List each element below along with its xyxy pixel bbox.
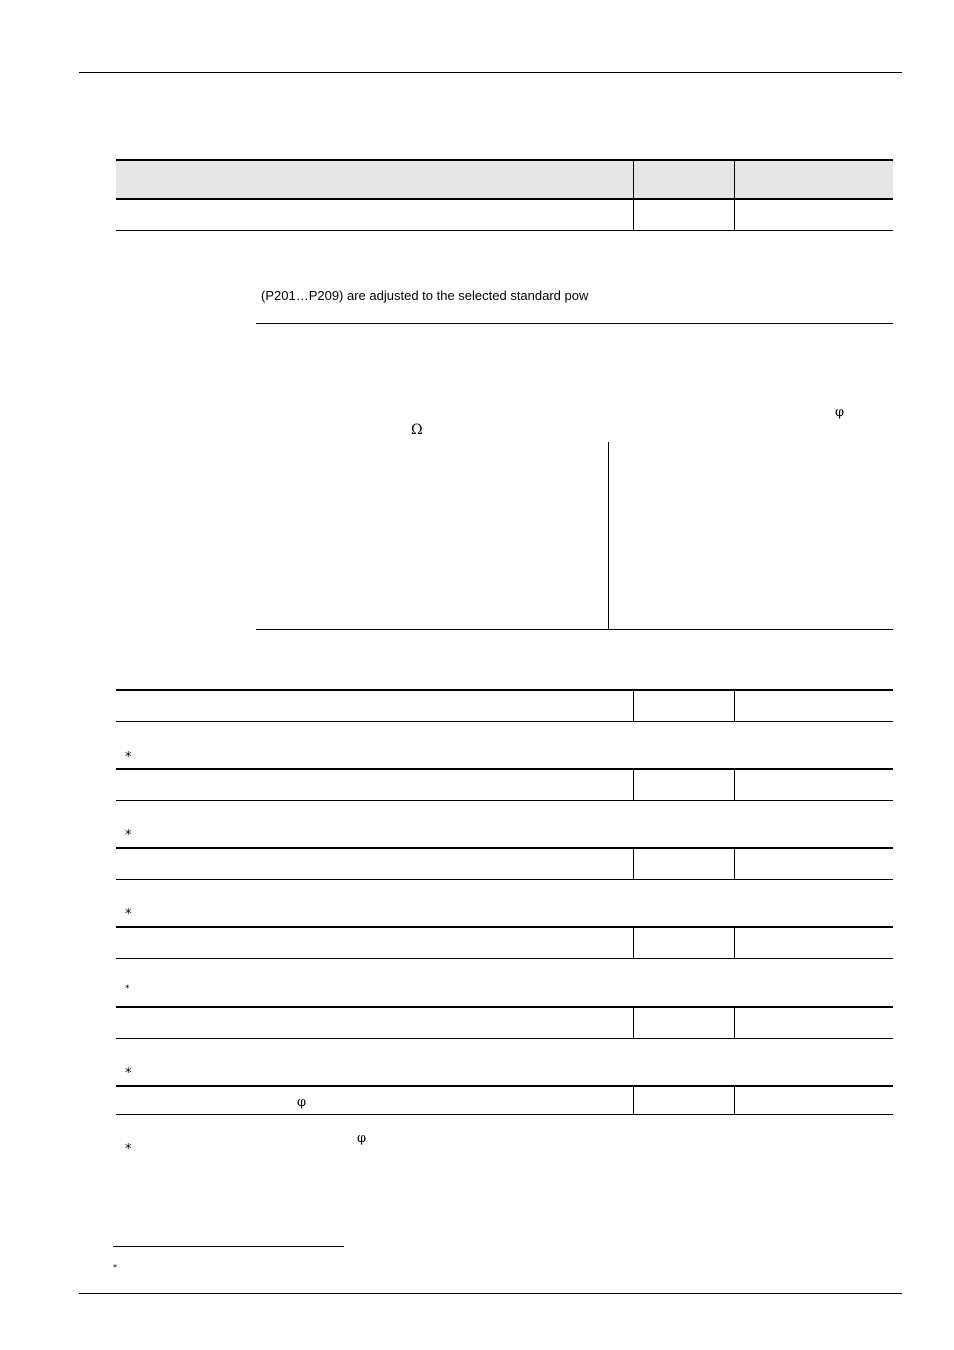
footer-rule [79,1293,902,1294]
box-divider [608,442,609,630]
omega-symbol: Ω [411,422,423,438]
footnote-marker: * [113,1263,117,1272]
header-rule [79,72,902,73]
phi-symbol-note: φ [357,1131,367,1146]
footnote-rule [113,1246,344,1247]
asterisk-marker-4: * [125,984,130,994]
box-bottom-rule [256,629,893,630]
asterisk-marker-3: * [125,907,132,922]
phi-symbol-row-6: φ [297,1095,307,1110]
note-rule [256,323,893,324]
asterisk-marker-6: * [125,1142,132,1157]
asterisk-marker-2: * [125,828,132,843]
asterisk-marker-5: * [125,1066,132,1081]
note-text: (P201…P209) are adjusted to the selected standard pow [261,288,589,303]
phi-symbol: φ [835,405,845,420]
asterisk-marker-1: * [125,750,132,765]
